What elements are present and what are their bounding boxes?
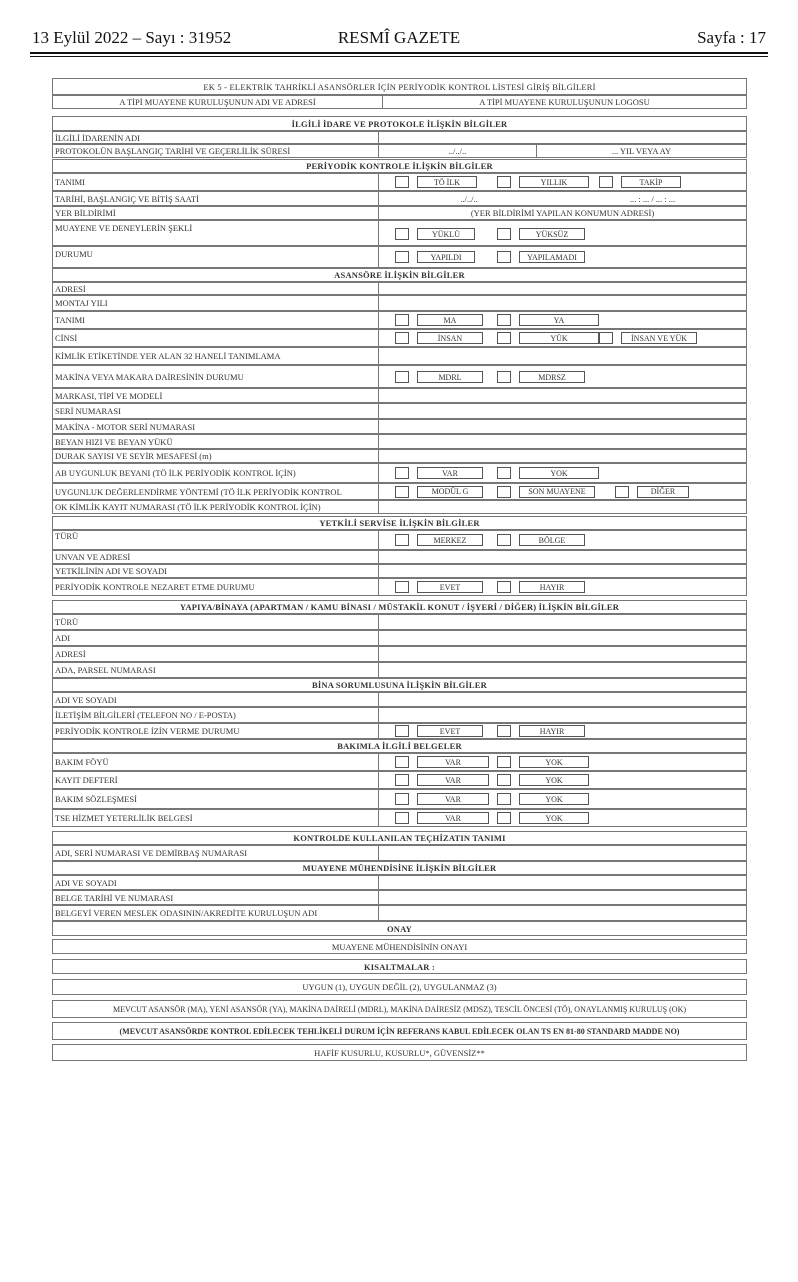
header-rule-thin	[30, 56, 768, 57]
nezaret-label: PERİYODİK KONTROLE NEZARET ETME DURUMU	[53, 579, 379, 595]
field-makina-durumu	[52, 365, 747, 388]
option-label: SON MUAYENE	[519, 486, 595, 498]
option-label: MODÜL G	[417, 486, 483, 498]
checkbox[interactable]	[497, 486, 511, 498]
field-beyan-hizi	[52, 434, 747, 449]
field-ab-beyani	[52, 463, 747, 483]
option-izin-evet[interactable]	[395, 725, 483, 737]
section-servis	[52, 516, 747, 530]
field-adresi	[52, 282, 747, 295]
field-bakim-sozlesmesi	[52, 789, 747, 809]
checkbox[interactable]	[395, 581, 409, 593]
checkbox[interactable]	[497, 332, 511, 344]
field-tanimi	[52, 173, 747, 191]
durumu-label: DURUMU	[53, 247, 379, 267]
field-yapi-adi	[52, 630, 747, 646]
option-label: YOK	[519, 793, 589, 805]
checkbox[interactable]	[599, 176, 613, 188]
section-asansor	[52, 268, 747, 282]
tse-label: TSE HİZMET YETERLİLİK BELGESİ	[53, 810, 379, 826]
tarih-saat-label: TARİHİ, BAŞLANGIÇ VE BİTİŞ SAATİ	[53, 192, 379, 205]
yapi-adi-label: ADI	[53, 631, 379, 645]
bina-adi-soyadi-label: ADI VE SOYADI	[53, 693, 379, 706]
org-row	[52, 95, 747, 109]
field-asansor-tanimi	[52, 311, 747, 329]
option-label: VAR	[417, 467, 483, 479]
field-iletisim	[52, 707, 747, 723]
section-kisaltmalar-title: KISALTMALAR :	[363, 961, 435, 972]
yapi-turu-label: TÜRÜ	[53, 615, 379, 629]
section-bina	[52, 678, 747, 692]
field-nezaret	[52, 578, 747, 596]
abbrev-row-2	[52, 1000, 747, 1018]
section-idare-title: İLGİLİ İDARE VE PROTOKOLE İLİŞKİN BİLGİLER	[291, 118, 508, 129]
option-label: TAKİP	[621, 176, 681, 188]
option-bakim-foyu-var[interactable]	[395, 756, 489, 768]
field-kayit-defteri	[52, 771, 747, 789]
option-sozlesme-var[interactable]	[395, 792, 489, 806]
section-kisaltmalar	[52, 959, 747, 974]
checkbox[interactable]	[395, 793, 409, 805]
option-evet[interactable]	[395, 581, 483, 593]
field-bina-adi-soyadi	[52, 692, 747, 707]
field-idare-adi	[52, 131, 747, 144]
option-label: YOK	[519, 812, 589, 824]
section-yapi	[52, 600, 747, 614]
option-insan[interactable]	[395, 332, 483, 344]
field-motor-seri	[52, 419, 747, 434]
durak-label: DURAK SAYISI VE SEYİR MESAFESİ (m)	[53, 450, 379, 462]
option-kayit-var[interactable]	[395, 774, 489, 786]
checkbox[interactable]	[497, 371, 511, 383]
option-to-ilk[interactable]	[395, 176, 477, 188]
option-label: İNSAN VE YÜK	[621, 332, 697, 344]
field-cinsi	[52, 329, 747, 347]
markasi-label: MARKASI, TİPİ VE MODELİ	[53, 389, 379, 402]
field-tarih-saat	[52, 191, 747, 206]
section-techizat-title: KONTROLDE KULLANILAN TEÇHİZATIN TANIMI	[293, 833, 506, 843]
option-sozlesme-yok[interactable]	[497, 792, 589, 806]
abbrev-2: MEVCUT ASANSÖR (MA), YENİ ASANSÖR (YA), MAKİNA DAİRELİ (MDRL), MAKİNA DAİRESİZ (MDSZ), TESCİL ÖNCESİ (TÖ), ONAYLANMIŞ KURULUŞ (OK)	[112, 1004, 687, 1014]
checkbox[interactable]	[497, 251, 511, 263]
section-servis-title: YETKİLİ SERVİSE İLİŞKİN BİLGİLER	[319, 518, 480, 528]
field-kimlik-etiketi	[52, 347, 747, 365]
checkbox[interactable]	[497, 228, 511, 240]
option-yapildi[interactable]	[395, 249, 475, 265]
section-muhendis	[52, 861, 747, 875]
makina-durumu-label: MAKİNA VEYA MAKARA DAİRESİNİN DURUMU	[53, 366, 379, 387]
belge-veren-label: BELGEYİ VEREN MESLEK ODASININ/AKREDİTE KURULUŞUN ADI	[53, 906, 379, 920]
unvan-label: UNVAN VE ADRESİ	[53, 551, 379, 563]
field-durak	[52, 449, 747, 463]
checkbox[interactable]	[615, 486, 629, 498]
field-tse	[52, 809, 747, 827]
yer-bildirimi-label: YER BİLDİRİMİ	[53, 207, 379, 219]
option-label: MDRSZ	[519, 371, 585, 383]
option-var[interactable]	[395, 466, 483, 480]
protokol-date[interactable]: ../../..	[379, 145, 537, 157]
abbrev-1: UYGUN (1), UYGUN DEĞİL (2), UYGULANMAZ (3)	[302, 982, 497, 992]
checkbox[interactable]	[395, 314, 409, 326]
option-label: VAR	[417, 793, 489, 805]
ab-beyani-label: AB UYGUNLUK BEYANI (TÖ İLK PERİYODİK KONTROL İÇİN)	[53, 464, 379, 482]
section-muhendis-title: MUAYENE MÜHENDİSİNE İLİŞKİN BİLGİLER	[302, 863, 497, 873]
checkbox[interactable]	[497, 725, 511, 737]
option-tse-var[interactable]	[395, 812, 489, 824]
option-yillik[interactable]	[497, 176, 589, 188]
checkbox[interactable]	[395, 228, 409, 240]
option-label: DİĞER	[637, 486, 689, 498]
section-asansor-title: ASANSÖRE İLİŞKİN BİLGİLER	[334, 270, 465, 280]
abbrev-row-1	[52, 979, 747, 995]
field-unvan	[52, 550, 747, 564]
section-onay	[52, 921, 747, 936]
checkbox[interactable]	[395, 812, 409, 824]
form-title-row	[52, 78, 747, 95]
option-izin-hayir[interactable]	[497, 725, 585, 737]
section-periyodik	[52, 159, 747, 173]
field-uygunluk-yontemi	[52, 483, 747, 500]
option-yapilamadi[interactable]	[497, 249, 585, 265]
bakim-sozlesmesi-label: BAKIM SÖZLEŞMESİ	[53, 790, 379, 808]
section-bakim-title: BAKIMLA İLGİLİ BELGELER	[337, 741, 462, 751]
checkbox[interactable]	[497, 534, 511, 546]
kimlik-etiketi-label: KİMLİK ETİKETİNDE YER ALAN 32 HANELİ TANIMLAMA	[53, 348, 379, 364]
control-form	[52, 78, 747, 1064]
header-page: Sayfa : 17	[697, 28, 766, 47]
option-label: EVET	[417, 581, 483, 593]
option-son-muayene[interactable]	[497, 486, 595, 497]
cinsi-label: CİNSİ	[53, 330, 379, 346]
techizat-label: ADI, SERİ NUMARASI VE DEMİRBAŞ NUMARASI	[53, 846, 379, 860]
field-yetkili-adi	[52, 564, 747, 578]
option-insan-ve-yuk[interactable]	[599, 332, 697, 344]
idare-adi-label: İLGİLİ İDARENİN ADI	[53, 132, 379, 143]
kayit-defteri-label: KAYIT DEFTERİ	[53, 772, 379, 788]
checkbox[interactable]	[395, 756, 409, 768]
saat-value[interactable]: ... : ... / ... : ...	[629, 193, 676, 204]
seri-no-label: SERİ NUMARASI	[53, 404, 379, 418]
field-yapi-turu	[52, 614, 747, 630]
section-idare	[52, 116, 747, 131]
field-protokol	[52, 144, 747, 158]
option-mdrl[interactable]	[395, 370, 483, 384]
beyan-hizi-label: BEYAN HIZI VE BEYAN YÜKÜ	[53, 435, 379, 448]
option-tse-yok[interactable]	[497, 812, 589, 824]
option-mdrsz[interactable]	[497, 370, 585, 384]
option-label: YAPILDI	[417, 251, 475, 263]
montaj-yili-label: MONTAJ YILI	[53, 296, 379, 310]
form-title: EK 5 - ELEKTRİK TAHRİKLİ ASANSÖRLER İÇİN PERİYODİK KONTROL LİSTESİ GİRİŞ BİLGİLERİ	[203, 81, 596, 92]
header-title: RESMÎ GAZETE	[337, 28, 461, 47]
option-modul-g[interactable]	[395, 486, 483, 497]
muayene-sekli-label: MUAYENE VE DENEYLERİN ŞEKLİ	[53, 221, 379, 245]
onay-text: MUAYENE MÜHENDİSİNİN ONAYI	[331, 941, 468, 952]
checkbox[interactable]	[395, 486, 409, 498]
field-seri-no	[52, 403, 747, 419]
option-ya[interactable]	[497, 314, 599, 326]
uygunluk-yontemi-label: UYGUNLUK DEĞERLENDİRME YÖNTEMİ (TÖ İLK PERİYODİK KONTROL	[53, 484, 379, 499]
motor-seri-label: MAKİNA - MOTOR SERİ NUMARASI	[53, 420, 379, 433]
option-label: HAYIR	[519, 581, 585, 593]
ok-kimlik-label: OK KİMLİK KAYIT NUMARASI (TÖ İLK PERİYODİK KONTROL İÇİN)	[53, 501, 379, 513]
field-izin	[52, 723, 747, 739]
option-label: YOK	[519, 467, 599, 479]
option-label: YAPILAMADI	[519, 251, 585, 263]
checkbox[interactable]	[599, 332, 613, 344]
checkbox[interactable]	[395, 467, 409, 479]
checkbox[interactable]	[497, 756, 511, 768]
tarih-value[interactable]: ../../..	[460, 193, 478, 204]
field-belge-veren	[52, 905, 747, 921]
belge-tarihi-label: BELGE TARİHİ VE NUMARASI	[53, 891, 379, 904]
checkbox[interactable]	[395, 725, 409, 737]
section-periyodik-title: PERİYODİK KONTROLE İLİŞKİN BİLGİLER	[306, 161, 493, 171]
option-takip[interactable]	[599, 176, 681, 188]
checkbox[interactable]	[497, 314, 511, 326]
field-markasi	[52, 388, 747, 403]
option-yuk[interactable]	[497, 332, 599, 344]
option-diger[interactable]	[615, 486, 689, 497]
option-label: YA	[519, 314, 599, 326]
section-onay-title: ONAY	[386, 923, 413, 934]
bakim-foyu-label: BAKIM FÖYÜ	[53, 754, 379, 770]
option-label: MA	[417, 314, 483, 326]
protokol-label: PROTOKOLÜN BAŞLANGIÇ TARİHİ VE GEÇERLİLİK SÜRESİ	[53, 145, 379, 157]
option-label: YÜK	[519, 332, 599, 344]
field-techizat	[52, 845, 747, 861]
field-servis-turu	[52, 530, 747, 550]
option-label: MERKEZ	[417, 534, 483, 546]
option-yuklu[interactable]	[395, 227, 475, 241]
option-label: YÜKSÜZ	[519, 228, 585, 240]
ada-parsel-label: ADA, PARSEL NUMARASI	[53, 663, 379, 677]
field-belge-tarihi	[52, 890, 747, 905]
option-label: VAR	[417, 812, 489, 824]
option-label: YOK	[519, 756, 589, 768]
header-date: 13 Eylül 2022 – Sayı : 31952	[32, 28, 232, 47]
field-ada-parsel	[52, 662, 747, 678]
field-montaj-yili	[52, 295, 747, 311]
field-muhendis-adi	[52, 875, 747, 890]
izin-label: PERİYODİK KONTROLE İZİN VERME DURUMU	[53, 724, 379, 738]
option-label: HAYIR	[519, 725, 585, 737]
field-ok-kimlik	[52, 500, 747, 514]
option-label: TÖ İLK	[417, 176, 477, 188]
yer-bildirimi-value[interactable]: (YER BİLDİRİMİ YAPILAN KONUMUN ADRESİ)	[470, 208, 655, 218]
adresi-label: ADRESİ	[53, 283, 379, 294]
option-bakim-foyu-yok[interactable]	[497, 756, 589, 768]
iletisim-label: İLETİŞİM BİLGİLERİ (TELEFON NO / E-POSTA)	[53, 708, 379, 722]
yetkili-adi-label: YETKİLİNİN ADI VE SOYADI	[53, 565, 379, 577]
section-techizat	[52, 831, 747, 845]
checkbox[interactable]	[395, 371, 409, 383]
checkbox[interactable]	[497, 793, 511, 805]
checkbox[interactable]	[395, 534, 409, 546]
option-label: VAR	[417, 756, 489, 768]
option-label: BÖLGE	[519, 534, 585, 546]
section-yapi-title: YAPIYA/BİNAYA (APARTMAN / KAMU BİNASI / MÜSTAKİL KONUT / İŞYERİ / DİĞER) İLİŞKİN BİLGİLER	[179, 602, 620, 612]
option-label: YILLIK	[519, 176, 589, 188]
servis-turu-label: TÜRÜ	[53, 531, 379, 549]
checkbox[interactable]	[395, 332, 409, 344]
muhendis-adi-label: ADI VE SOYADI	[53, 876, 379, 889]
checkbox[interactable]	[497, 774, 511, 786]
field-muayene-sekli	[52, 220, 747, 246]
field-durumu	[52, 246, 747, 268]
checkbox[interactable]	[497, 176, 511, 188]
tanimi-label: TANIMI	[53, 174, 379, 190]
yapi-adresi-label: ADRESİ	[53, 647, 379, 661]
asansor-tanimi-label: TANIMI	[53, 312, 379, 328]
field-yer-bildirimi	[52, 206, 747, 220]
field-bakim-foyu	[52, 753, 747, 771]
field-onay	[52, 939, 747, 954]
checkbox[interactable]	[497, 581, 511, 593]
org-name-label: A TİPİ MUAYENE KURULUŞUNUN ADI VE ADRESİ	[53, 96, 383, 108]
protokol-duration[interactable]: ... YIL VEYA AY	[611, 146, 672, 156]
option-label: YÜKLÜ	[417, 228, 475, 240]
option-yuksuz[interactable]	[497, 227, 585, 241]
option-yok[interactable]	[497, 466, 599, 480]
option-label: VAR	[417, 774, 489, 786]
abbrev-row-3	[52, 1022, 747, 1040]
abbrev-4: HAFİF KUSURLU, KUSURLU*, GÜVENSİZ**	[314, 1047, 485, 1058]
checkbox[interactable]	[497, 812, 511, 824]
checkbox[interactable]	[395, 251, 409, 263]
page-header	[32, 28, 766, 50]
checkbox[interactable]	[497, 467, 511, 479]
field-yapi-adresi	[52, 646, 747, 662]
option-kayit-yok[interactable]	[497, 774, 589, 786]
option-label: YOK	[519, 774, 589, 786]
header-rule	[30, 52, 768, 54]
option-hayir[interactable]	[497, 581, 585, 593]
checkbox[interactable]	[395, 774, 409, 786]
option-ma[interactable]	[395, 314, 483, 326]
abbrev-row-4	[52, 1044, 747, 1061]
section-bakim	[52, 739, 747, 753]
abbrev-3: (MEVCUT ASANSÖRDE KONTROL EDİLECEK TEHLİKELİ DURUM İÇİN REFERANS KABUL EDİLECEK OLAN TS EN 81-80 STANDARD MADDE NO)	[119, 1026, 680, 1036]
option-bolge[interactable]	[497, 533, 585, 547]
option-merkez[interactable]	[395, 533, 483, 547]
checkbox[interactable]	[395, 176, 409, 188]
org-logo-label: A TİPİ MUAYENE KURULUŞUNUN LOGOSU	[479, 97, 650, 107]
section-bina-title: BİNA SORUMLUSUNA İLİŞKİN BİLGİLER	[312, 680, 487, 690]
option-label: İNSAN	[417, 332, 483, 344]
option-label: MDRL	[417, 371, 483, 383]
option-label: EVET	[417, 725, 483, 737]
